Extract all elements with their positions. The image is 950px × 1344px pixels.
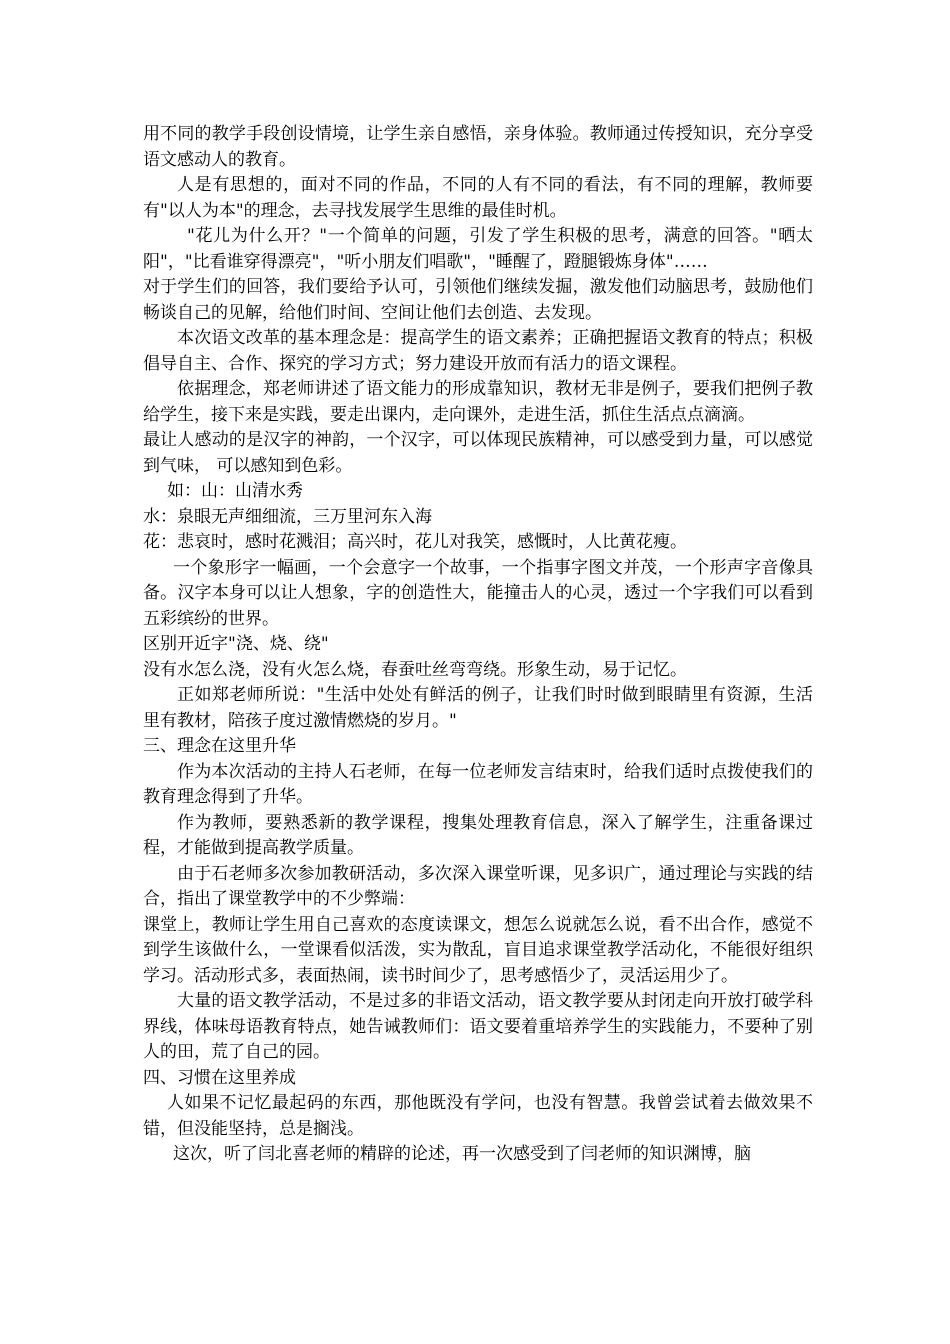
document-page: [143, 122, 813, 1168]
paragraph: 用不同的教学手段创设情境，让学生亲自感悟，亲身体验。教师通过传授知识，充分享受语文感动人的教育。: [143, 124, 813, 170]
paragraph: "花儿为什么开？"一个简单的问题，引发了学生积极的思考，满意的回答。"晒太阳"，"比看谁穿得漂亮"，"听小朋友们唱歌"，"睡醒了，蹬腿锻炼身体"……: [143, 226, 813, 272]
paragraph: 人如果不记忆最起码的东西，那他既没有学问，也没有智慧。我曾尝试着去做效果不错，但没能坚持，总是搁浅。: [143, 1093, 813, 1139]
paragraph: 大量的语文教学活动，不是过多的非语文活动，语文教学要从封闭走向开放打破学科界线，体味母语教育特点，她告诫教师们：语文要着重培养学生的实践能力，不要种了别人的田，荒了自己的园。: [143, 991, 813, 1062]
paragraph: 对于学生们的回答，我们要给予认可，引领他们继续发掘，激发他们动脑思考，鼓励他们畅谈自己的见解，给他们时间、空间让他们去创造、去发现。: [143, 277, 813, 323]
paragraph: 依据理念，郑老师讲述了语文能力的形成靠知识，教材无非是例子，要我们把例子教给学生，接下来是实践，要走出课内，走向课外，走进生活，抓住生活点点滴滴。: [143, 379, 813, 425]
section-heading: 四、习惯在这里养成: [143, 1067, 296, 1088]
paragraph: 花：悲哀时，感时花溅泪；高兴时，花儿对我笑，感慨时，人比黄花瘦。: [143, 532, 687, 552]
paragraph: 由于石老师多次参加教研活动，多次深入课堂听课，见多识广，通过理论与实践的结合，指出了课堂教学中的不少弊端：: [143, 863, 813, 909]
paragraph: 水：泉眼无声细细流，三万里河东入海: [143, 506, 432, 527]
paragraph: 作为教师，要熟悉新的教学课程，搜集处理教育信息，深入了解学生，注重备课过程，才能做到提高教学质量。: [143, 812, 813, 858]
paragraph: 正如郑老师所说："生活中处处有鲜活的例子，让我们时时做到眼睛里有资源，生活里有教材，陪孩子度过激情燃烧的岁月。": [143, 685, 813, 731]
paragraph: 如：山：山清水秀: [167, 481, 303, 501]
paragraph: 最让人感动的是汉字的神韵，一个汉字，可以体现民族精神，可以感受到力量，可以感觉到气味， 可以感知到色彩。: [143, 430, 813, 476]
paragraph: 作为本次活动的主持人石老师，在每一位老师发言结束时，给我们适时点拨使我们的教育理念得到了升华。: [143, 761, 813, 807]
paragraph: 一个象形字一幅画，一个会意字一个故事，一个指事字图文并茂，一个形声字音像具备。汉字本身可以让人想象，字的创造性大，能撞击人的心灵，透过一个字我们可以看到五彩缤纷的世界。: [143, 557, 813, 629]
paragraph: 人是有思想的，面对不同的作品，不同的人有不同的看法，有不同的理解，教师要有"以人为本"的理念，去寻找发展学生思维的最佳时机。: [143, 175, 813, 221]
section-heading: 三、理念在这里升华: [143, 736, 296, 756]
paragraph: 区别开近字"浇、烧、绕": [143, 634, 329, 654]
paragraph: 没有水怎么浇，没有火怎么烧，春蚕吐丝弯弯绕。形象生动，易于记忆。: [143, 659, 687, 680]
paragraph: 本次语文改革的基本理念是：提高学生的语文素养；正确把握语文教育的特点；积极倡导自主、合作、探究的学习方式；努力建设开放而有活力的语文课程。: [143, 328, 813, 374]
paragraph: 课堂上，教师让学生用自己喜欢的态度读课文，想怎么说就怎么说，看不出合作，感觉不到学生该做什么，一堂课看似活泼，实为散乱，盲目追求课堂教学活动化，不能很好组织学习。活动形式多，表面热闹，读书时间少了，思考感悟少了，灵活运用少了。: [143, 914, 813, 986]
paragraph: 这次，听了闫北喜老师的精辟的论述，再一次感受到了闫老师的知识渊博，脑: [173, 1144, 751, 1164]
